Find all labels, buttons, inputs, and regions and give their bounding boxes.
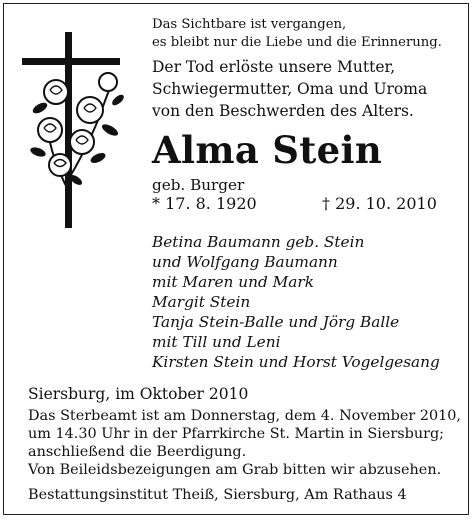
mourner-line-4: Margit Stein: [152, 293, 251, 311]
mourner-line-1: Betina Baumann geb. Stein: [152, 233, 365, 251]
intro-line-2: Schwiegermutter, Oma und Uroma: [152, 80, 428, 98]
service-line-3: anschließend die Beerdigung.: [28, 444, 247, 460]
motto-line-1: Das Sichtbare ist vergangen,: [152, 17, 347, 32]
mourner-line-7: Kirsten Stein und Horst Vogelgesang: [152, 353, 440, 371]
maiden-name: geb. Burger: [152, 176, 245, 194]
mourner-line-3: mit Maren und Mark: [152, 273, 314, 291]
mourner-line-6: mit Till und Leni: [152, 333, 281, 351]
service-line-2: um 14.30 Uhr in der Pfarrkirche St. Martin in Siersburg;: [28, 426, 445, 442]
deceased-name: Alma Stein: [152, 128, 383, 172]
birth-date: * 17. 8. 1920: [152, 194, 257, 213]
death-date: † 29. 10. 2010: [322, 194, 437, 213]
mourner-line-2: und Wolfgang Baumann: [152, 253, 338, 271]
place-and-date: Siersburg, im Oktober 2010: [28, 385, 249, 403]
mourner-line-5: Tanja Stein-Balle und Jörg Balle: [152, 313, 400, 331]
service-line-1: Das Sterbeamt ist am Donnerstag, dem 4. November 2010,: [28, 408, 461, 424]
cross-with-roses-icon: [20, 30, 150, 230]
service-line-4: Von Beileidsbezeigungen am Grab bitten wir abzusehen.: [28, 462, 442, 478]
motto-line-2: es bleibt nur die Liebe und die Erinnerung.: [152, 35, 442, 50]
intro-line-3: von den Beschwerden des Alters.: [152, 102, 414, 120]
funeral-home: Bestattungsinstitut Theiß, Siersburg, Am Rathaus 4: [28, 487, 407, 503]
intro-line-1: Der Tod erlöste unsere Mutter,: [152, 58, 396, 76]
